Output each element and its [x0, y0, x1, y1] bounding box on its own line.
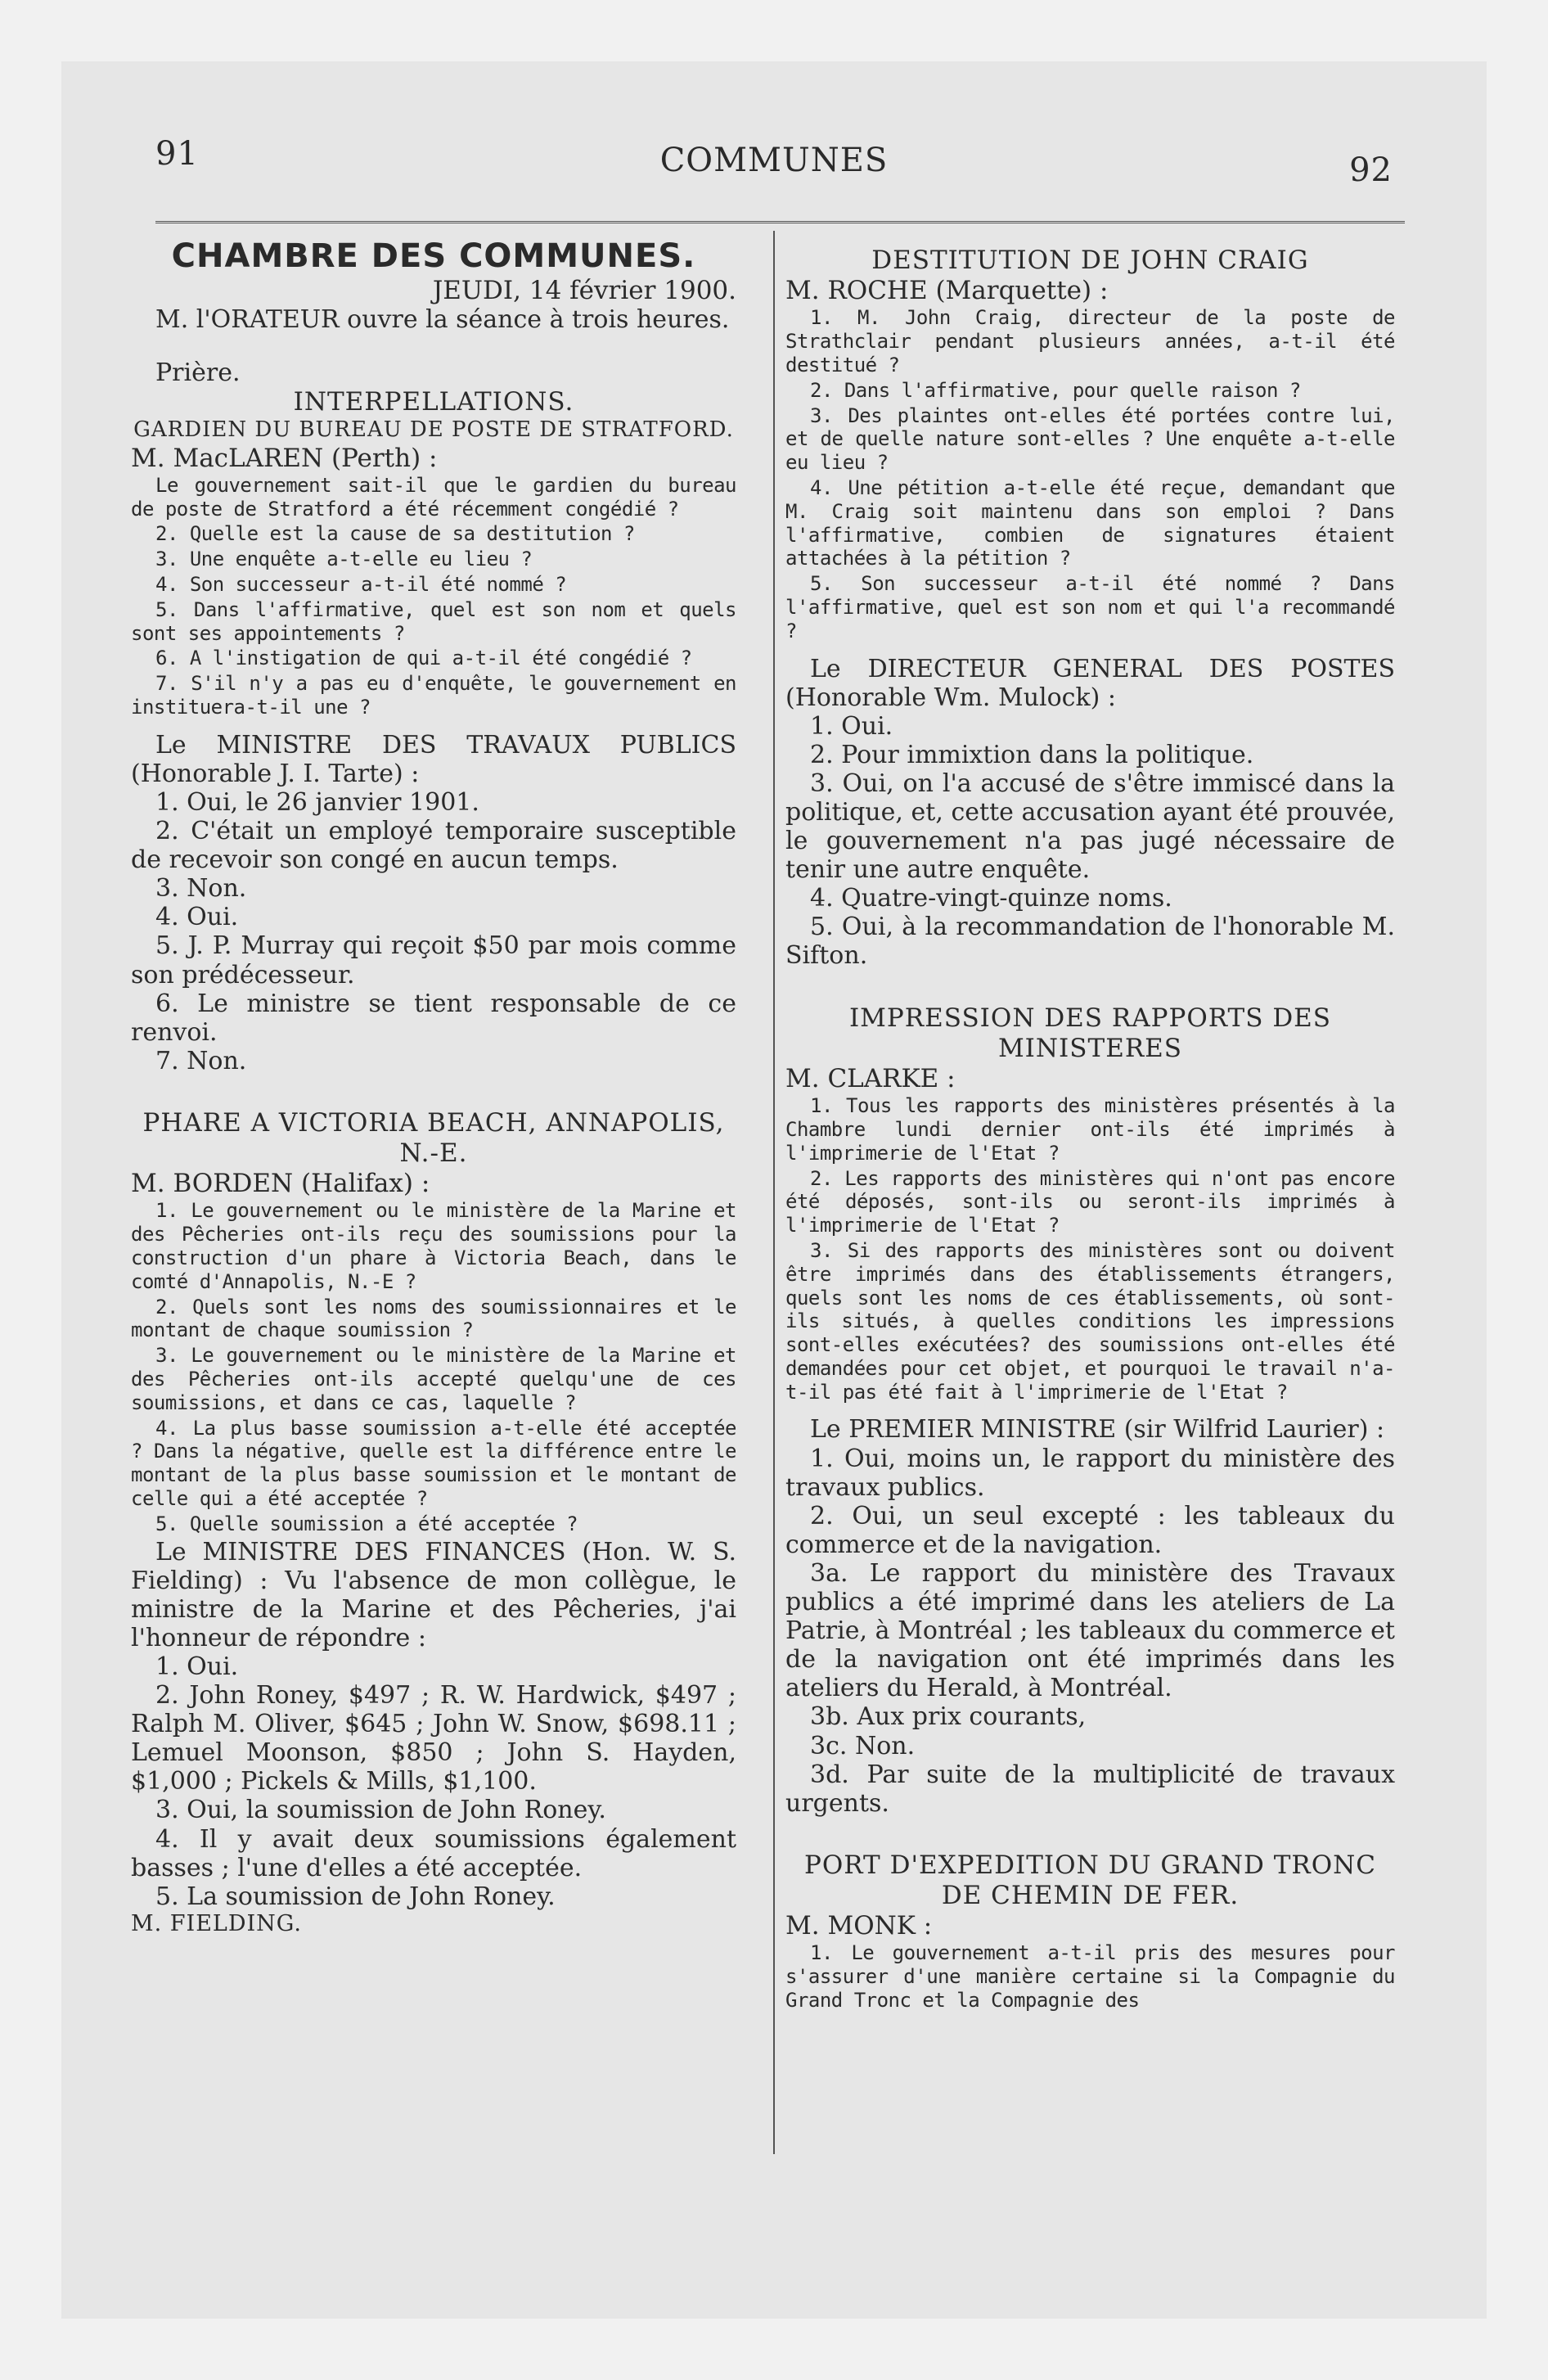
answer: 4. Il y avait deux soumissions également basses ; l'une d'elles a été acceptée. — [131, 1824, 736, 1882]
answer: 5. Oui, à la recommandation de l'honorable M. Sifton. — [785, 913, 1395, 971]
answer: 4. Quatre-vingt-quinze noms. — [810, 884, 1172, 913]
section-heading-grand-tronc: PORT D'EXPEDITION DU GRAND TRONC DE CHEMIN DE FER. — [803, 1850, 1376, 1910]
answer: 3b. Aux prix courants, — [810, 1702, 1087, 1732]
section-heading-phare: PHARE A VICTORIA BEACH, ANNAPOLIS, N.-E. — [142, 1107, 725, 1169]
answer: 3a. Le rapport du ministère des Travaux publics a été imprimé dans les ateliers de La Patrie, à Montréal ; les tableaux du commerce et de la navigation ont été imprimés dans les ateliers du Herald, à Montréal. — [785, 1558, 1395, 1703]
answer: 4. Oui. — [155, 903, 239, 932]
sitting-date: JEUDI, 14 février 1900. — [432, 275, 736, 305]
question: 5. Quelle soumission a été acceptée ? — [155, 1512, 578, 1535]
answer: 3c. Non. — [810, 1731, 916, 1760]
question: 2. Dans l'affirmative, pour quelle raison ? — [810, 378, 1301, 402]
answer: 2. C'était un employé temporaire susceptible de recevoir son congé en aucun temps. — [131, 817, 736, 875]
question: 3. Une enquête a-t-elle eu lieu ? — [155, 548, 533, 571]
opening-line: M. l'ORATEUR ouvre la séance à trois heures. — [155, 305, 730, 335]
answer: 2. Oui, un seul excepté : les tableaux du commerce et de la navigation. — [785, 1501, 1395, 1559]
speaker-roche: M. ROCHE (Marquette) : — [785, 276, 1109, 306]
page-number-left: 91 — [155, 135, 199, 173]
speaker-borden: M. BORDEN (Halifax) : — [131, 1169, 430, 1199]
section-heading-stratford: GARDIEN DU BUREAU DE POSTE DE STRATFORD. — [133, 417, 734, 443]
question: 5. Son successeur a-t-il été nommé ? Dans l'affirmative, quel est son nom et qui l'a recommandé ? — [785, 572, 1395, 642]
signature-fielding: M. FIELDING. — [131, 1910, 302, 1936]
question: 4. Une pétition a-t-elle été reçue, demandant que M. Craig soit maintenu dans son emploi ? Dans l'affirmative, combien de signatures étaient attachées à la pétition ? — [785, 476, 1395, 570]
question: 5. Dans l'affirmative, quel est son nom et quels sont ses appointements ? — [131, 597, 736, 645]
question: 3. Le gouvernement ou le ministère de la Marine et des Pêcheries ont-ils accepté quelqu'une de ces soumissions, et dans ce cas, laquelle ? — [131, 1344, 736, 1414]
page-number-right: 92 — [1349, 151, 1393, 189]
answer: 2. John Roney, $497 ; R. W. Hardwick, $497 ; Ralph M. Oliver, $645 ; John W. Snow, $698.11 ; Lemuel Moonson, $850 ; John S. Hayden, $1,000 ; Pickels & Mills, $1,100. — [131, 1681, 736, 1796]
answer: 1. Oui, moins un, le rapport du ministère des travaux publics. — [785, 1444, 1395, 1502]
question: 6. A l'instigation de qui a-t-il été congédié ? — [155, 647, 692, 670]
interpellations-heading: INTERPELLATIONS. — [293, 387, 574, 417]
question: 3. Des plaintes ont-elles été portées contre lui, et de quelle nature sont-elles ? Une enquête a-t-elle eu lieu ? — [785, 403, 1395, 475]
question: 1. Le gouvernement a-t-il pris des mesures pour s'assurer d'une manière certaine si la Compagnie du Grand Tronc et la Compagnie des — [785, 1941, 1395, 2012]
answer-intro-fielding: Le MINISTRE DES FINANCES (Hon. W. S. Fielding) : Vu l'absence de mon collègue, le ministre de la Marine et des Pêcheries, j'ai l'honneur de répondre : — [131, 1537, 736, 1652]
answer-speaker-tarte: Le MINISTRE DES TRAVAUX PUBLICS (Honorable J. I. Tarte) : — [131, 730, 736, 788]
answer: 3. Oui, on l'a accusé de s'être immiscé dans la politique, et, cette accusation ayant été prouvée, le gouvernement n'a pas jugé nécessaire de tenir une autre enquête. — [785, 769, 1395, 885]
question: 1. Tous les rapports des ministères présentés à la Chambre lundi dernier ont-ils été imprimés à l'imprimerie de l'Etat ? — [785, 1094, 1395, 1165]
answer: 5. J. P. Murray qui reçoit $50 par mois comme son prédécesseur. — [131, 931, 736, 989]
question: 1. Le gouvernement ou le ministère de la Marine et des Pêcheries ont-ils reçu des soumissions pour la construction d'un phare à Victoria Beach, dans le comté d'Annapolis, N.-E ? — [131, 1199, 736, 1293]
chamber-title: CHAMBRE DES COMMUNES. — [171, 237, 696, 275]
prayer-line: Prière. — [155, 358, 241, 388]
question: 2. Les rapports des ministères qui n'ont pas encore été déposés, sont-ils ou seront-ils imprimés à l'imprimerie de l'Etat ? — [785, 1166, 1395, 1237]
answer: 1. Oui. — [155, 1652, 239, 1681]
header-rule — [155, 221, 1405, 226]
answer-speaker-laurier: Le PREMIER MINISTRE (sir Wilfrid Laurier) : — [810, 1415, 1385, 1445]
header-title: COMMUNES — [659, 142, 889, 179]
speaker-monk: M. MONK : — [785, 1911, 933, 1941]
answer: 1. Oui. — [810, 711, 893, 741]
question: 3. Si des rapports des ministères sont ou doivent être imprimés dans des établissements étrangers, quels sont les noms de ces établissements, où sont-ils situés, à quelles conditions les impressions sont-elles exécutées? des soumissions ont-elles été demandées pour cet objet, et pourquoi le travail n'a-t-il pas été fait à l'imprimerie de l'Etat ? — [785, 1238, 1395, 1404]
answer-speaker-mulock: Le DIRECTEUR GENERAL DES POSTES (Honorable Wm. Mulock) : — [785, 654, 1395, 712]
answer: 2. Pour immixtion dans la politique. — [810, 740, 1254, 769]
question: Le gouvernement sait-il que le gardien du bureau de poste de Stratford a été récemment congédié ? — [131, 473, 736, 521]
question: 2. Quelle est la cause de sa destitution ? — [155, 522, 635, 546]
answer: 3d. Par suite de la multiplicité de travaux urgents. — [785, 1760, 1395, 1818]
speaker-clarke: M. CLARKE : — [785, 1063, 956, 1093]
question: 2. Quels sont les noms des soumissionnaires et le montant de chaque soumission ? — [131, 1295, 736, 1342]
left-column — [131, 237, 736, 1936]
answer: 3. Non. — [155, 874, 247, 904]
question: 4. La plus basse soumission a-t-elle été acceptée ? Dans la négative, quelle est la différence entre le montant de la plus basse soumission et le montant de celle qui a été acceptée ? — [131, 1416, 736, 1511]
answer: 7. Non. — [155, 1046, 247, 1075]
column-divider — [773, 231, 775, 2154]
answer: 6. Le ministre se tient responsable de ce renvoi. — [131, 989, 736, 1047]
question: 4. Son successeur a-t-il été nommé ? — [155, 573, 567, 596]
question: 1. M. John Craig, directeur de la poste de Strathclair pendant plusieurs années, a-t-il été destitué ? — [785, 306, 1395, 376]
answer: 1. Oui, le 26 janvier 1901. — [155, 787, 479, 817]
answer: 5. La soumission de John Roney. — [155, 1882, 556, 1911]
answer: 3. Oui, la soumission de John Roney. — [155, 1796, 606, 1825]
question: 7. S'il n'y a pas eu d'enquête, le gouvernement en instituera-t-il une ? — [131, 672, 736, 719]
section-heading-craig: DESTITUTION DE JOHN CRAIG — [871, 246, 1309, 275]
section-heading-impression: IMPRESSION DES RAPPORTS DES MINISTERES — [848, 1003, 1332, 1063]
right-column — [785, 237, 1395, 2014]
speaker-maclaren: M. MacLAREN (Perth) : — [131, 443, 438, 473]
